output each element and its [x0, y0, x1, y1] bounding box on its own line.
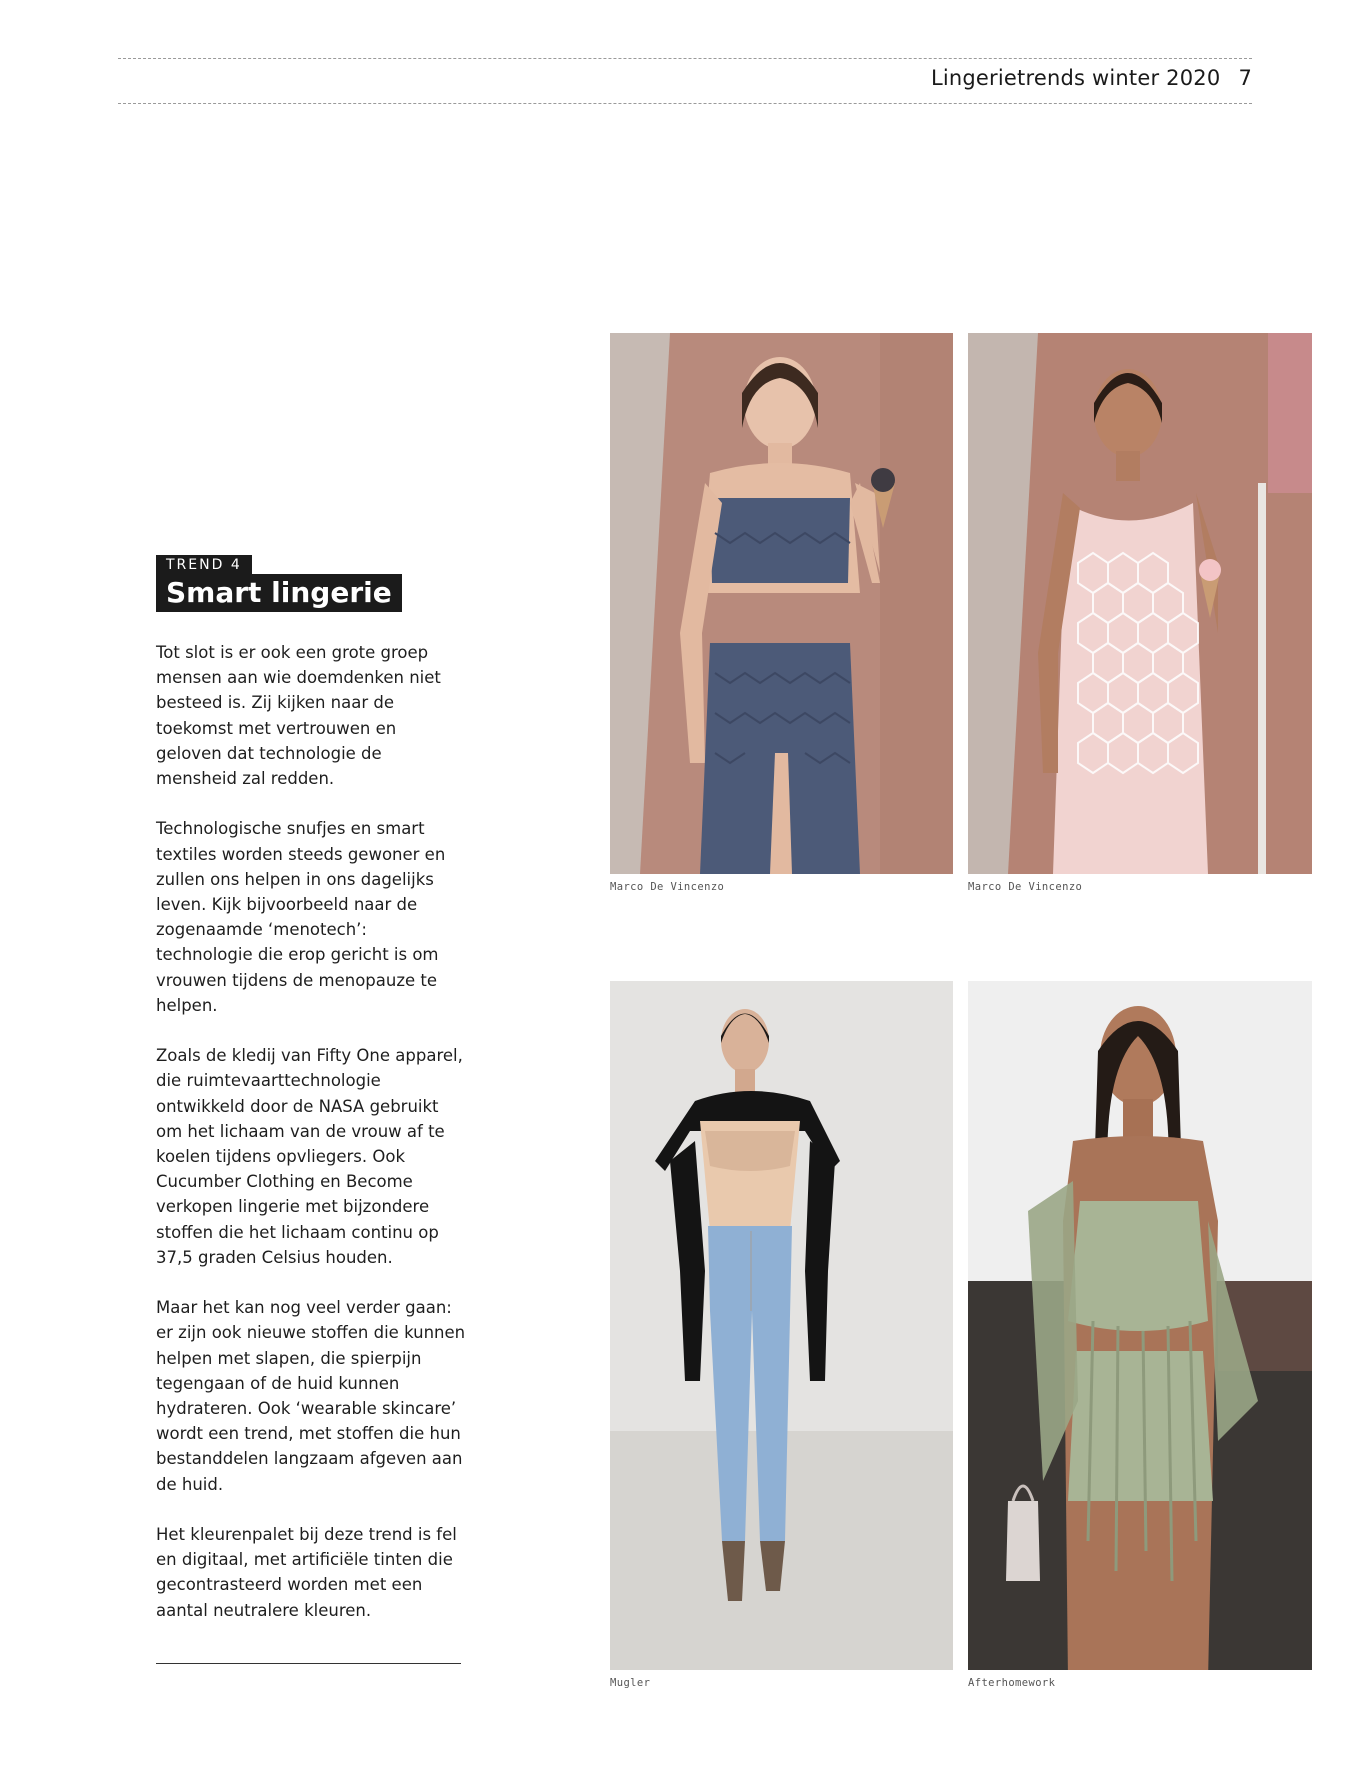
trend-title: Smart lingerie	[156, 574, 402, 612]
photo-credit: Mugler	[610, 1677, 651, 1689]
paragraph: Tot slot is er ook een grote groep mensen aan wie doemdenken niet besteed is. Zij kijken naar de toekomst met vertrouwen en geloven dat technologie de mensheid zal redden.	[156, 643, 441, 789]
runway-photo-3	[610, 981, 953, 1670]
paragraph: Het kleurenpalet bij deze trend is fel en digitaal, met artificiële tinten die gecontrasteerd worden met een aantal neutralere kleuren.	[156, 1525, 457, 1620]
publication-title: Lingerietrends winter 2020	[930, 66, 1221, 90]
photo-credit: Afterhomework	[968, 1677, 1056, 1689]
trend-heading	[156, 554, 402, 612]
trend-kicker: TREND 4	[156, 555, 252, 574]
header-rule-top	[118, 58, 1252, 59]
header-rule-bottom	[118, 103, 1252, 104]
paragraph: Zoals de kledij van Fifty One apparel, die ruimtevaarttechnologie ontwikkeld door de NASA gebruikt om het lichaam van de vrouw af te koelen tijdens opvliegers. Ook Cucumber Clothing en Become verkopen lingerie met bijzondere stoffen die het lichaam continu op 37,5 graden Celsius houden.	[156, 1046, 463, 1267]
photo-credit: Marco De Vincenzo	[610, 881, 725, 893]
paragraph: Technologische snufjes en smart textiles worden steeds gewoner en zullen ons helpen in ons dagelijks leven. Kijk bijvoorbeeld naar de zogenaamde ‘menotech’: technologie die erop gericht is om vrouwen tijdens de menopauze te helpen.	[156, 819, 446, 1015]
article-body	[156, 640, 466, 1648]
page-number: 7	[1238, 66, 1252, 90]
paragraph: Maar het kan nog veel verder gaan: er zijn ook nieuwe stoffen die kunnen helpen met slapen, die spierpijn tegengaan of de huid kunnen hydrateren. Ook ‘wearable skincare’ wordt een trend, met stoffen die hun bestanddelen langzaam afgeven aan de huid.	[156, 1298, 466, 1494]
runway-photo-1	[610, 333, 953, 874]
column-end-rule	[156, 1663, 461, 1664]
photo-credit: Marco De Vincenzo	[968, 881, 1083, 893]
runway-photo-2	[968, 333, 1312, 874]
running-head	[931, 66, 1252, 90]
runway-photo-4	[968, 981, 1312, 1670]
